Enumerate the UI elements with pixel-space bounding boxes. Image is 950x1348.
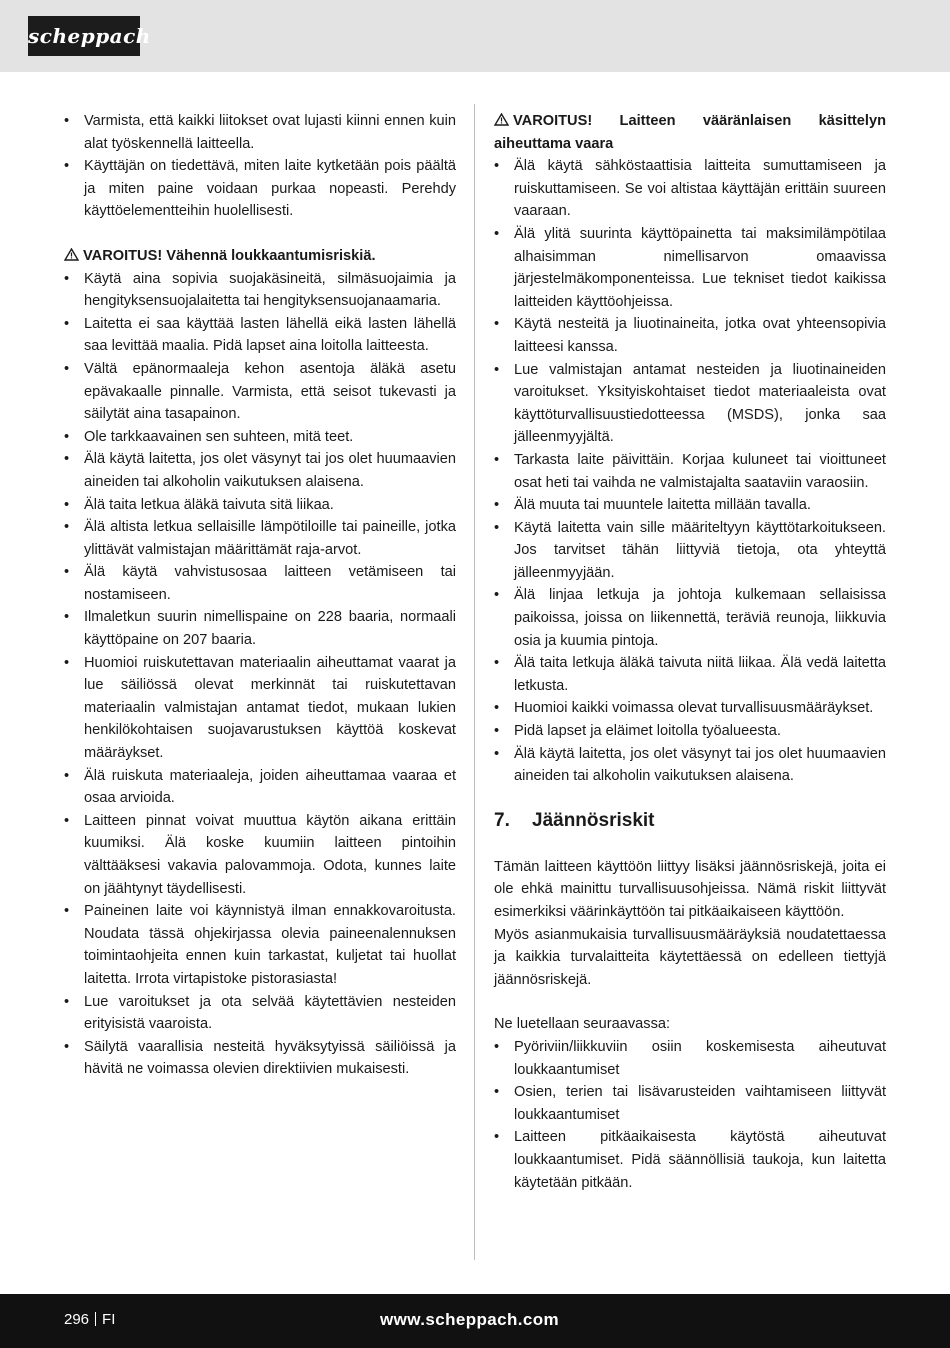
language-code: FI [102,1311,116,1328]
warning-heading-left [64,245,456,268]
list-item: • Älä käytä laitetta, jos olet väsynyt tai jos olet huumaavien aineiden tai alkoholin vaikutuksen alaisena. [64,448,456,493]
list-item: • Vältä epänormaaleja kehon asentoja äläkä asetu epävakaalle pinnalle. Varmista, että seisot tukevasti ja säilytät aina tasapainon. [64,358,456,426]
warning-text: VAROITUS! Laitteen vääränlaisen käsittelyn aiheuttama vaara [494,113,886,152]
list-item: • Älä ylitä suurinta käyttöpainetta tai maksimilämpötilaa alhaisimman nimellisarvon omaavissa järjestelmäkomponenteissa. Lue tekniset tiedot kaikissa laitteiden käyttöohjeissa. [494,223,886,313]
list-intro: Ne luetellaan seuraavassa: [494,1016,671,1033]
residual-risk-list [494,1036,886,1194]
residual-risk-paragraph-2: Myös asianmukaisia turvallisuusmääräyksiä noudatettaessa ja kaikkia turvalaitteita käytettäessä on edelleen tiettyjä jäännösriskejä. [494,926,886,988]
list-item: • Tarkasta laite päivittäin. Korjaa kuluneet tai vioittuneet osat heti tai vaihda ne valmistajalta saataviin varaosiin. [494,449,886,494]
list-item: • Älä käytä vahvistusosaa laitteen vetämiseen tai nostamiseen. [64,561,456,606]
list-item: • Laitteen pitkäaikaisesta käytöstä aiheutuvat loukkaantumiset. Pidä säännöllisiä taukoja, kun laitetta käytetään pitkään. [494,1126,886,1194]
scheppach-logo: scheppach [28,16,140,56]
website-link[interactable]: www.scheppach.com [380,1310,560,1329]
list-item: • Ilmaletkun suurin nimellispaine on 228 baaria, normaali käyttöpaine on 207 baaria. [64,606,456,651]
list-item: • Varmista, että kaikki liitokset ovat lujasti kiinni ennen kuin alat työskennellä laitteella. [64,110,456,155]
list-item: • Pyöriviin/liikkuviin osiin koskemisesta aiheutuvat loukkaantumiset [494,1036,886,1081]
header-bar [0,0,950,72]
list-item: • Älä taita letkua äläkä taivuta sitä liikaa. [64,494,456,517]
warning-text: VAROITUS! Vähennä loukkaantumisriskiä. [83,247,376,264]
section-heading [494,808,886,834]
list-item: • Paineinen laite voi käynnistyä ilman ennakkovaroitusta. Noudata tässä ohjekirjassa olevia paineenalennuksen toimintaohjeita ennen kuin tarkastat, kuljetat tai huollat laitetta. Irrota virtapistoke pistorasiasta! [64,900,456,990]
right-column [494,110,886,1194]
column-divider [474,104,475,1260]
list-item: • Osien, terien tai lisävarusteiden vaihtamiseen liittyvät loukkaantumiset [494,1081,886,1126]
list-item: • Pidä lapset ja eläimet loitolla työalueesta. [494,720,886,743]
residual-risk-paragraph: Tämän laitteen käyttöön liittyy lisäksi jäännösriskejä, joita ei ole ehkä mainittu turvallisuusohjeissa. Nämä riskit liittyvät esimerkiksi väärinkäyttöön tai pitkäaikaiseen käyttöön. [494,858,886,920]
warning-heading-right [494,110,886,155]
list-item: • Käyttäjän on tiedettävä, miten laite kytketään pois päältä ja miten paine voidaan purkaa nopeasti. Perehdy käyttöelementteihin huolellisesti. [64,155,456,223]
page-number-value: 296 [64,1311,90,1328]
list-item: • Säilytä vaarallisia nesteitä hyväksytyissä säiliöissä ja hävitä ne voimassa olevien direktiivien mukaisesti. [64,1036,456,1081]
section-number: 7. [494,809,510,831]
footer-separator [95,1312,96,1326]
warning-triangle-icon [64,248,79,261]
safety-list-b [64,268,456,1081]
list-item: • Huomioi ruiskutettavan materiaalin aiheuttamat vaarat ja lue säiliössä olevat merkinnät tai ruiskutettavan materiaalin valmistajan antamat tiedot, mukaan lukien henkilökohtaisen suojavarustuksen käyttöä koskevat määräykset. [64,652,456,765]
list-item: • Huomioi kaikki voimassa olevat turvallisuusmääräykset. [494,697,886,720]
list-item: • Älä taita letkuja äläkä taivuta niitä liikaa. Älä vedä laitetta letkusta. [494,652,886,697]
page-number [64,1309,115,1331]
list-item: • Älä ruiskuta materiaaleja, joiden aiheuttamaa vaaraa et osaa arvioida. [64,765,456,810]
safety-list-a [64,110,456,223]
list-item: • Älä käytä laitetta, jos olet väsynyt tai jos olet huumaavien aineiden tai alkoholin vaikutuksen alaisena. [494,743,886,788]
list-item: • Älä linjaa letkuja ja johtoja kulkemaan sellaisissa paikoissa, joissa on liikennettä, teräviä reunoja, liikkuvia osia ja kuumia pintoja. [494,584,886,652]
list-item: • Käytä aina sopivia suojakäsineitä, silmäsuojaimia ja hengityksensuojalaitetta tai hengityksensuojanaamaria. [64,268,456,313]
list-item: • Lue valmistajan antamat nesteiden ja liuotinaineiden varoitukset. Yksityiskohtaiset tiedot materiaaleista ovat käyttöturvallisuustiedotteessa (MSDS), jonka saa jälleenmyyjältä. [494,359,886,449]
footer-bar [0,1294,950,1348]
list-item: • Älä muuta tai muuntele laitetta millään tavalla. [494,494,886,517]
list-item: • Ole tarkkaavainen sen suhteen, mitä teet. [64,426,456,449]
left-column [64,110,456,1081]
list-item: • Laitetta ei saa käyttää lasten lähellä eikä lasten lähellä saa levittää maalia. Pidä lapset aina loitolla laitteesta. [64,313,456,358]
section-title: Jäännösriskit [532,809,655,831]
list-item: • Älä altista letkua sellaisille lämpötiloille tai paineille, jotka ylittävät valmistajan määrittämät raja-arvot. [64,516,456,561]
list-item: • Käytä laitetta vain sille määriteltyyn käyttötarkoitukseen. Jos tarvitset tähän liittyviä tietoja, ota yhteyttä jälleenmyyjään. [494,517,886,585]
list-item: • Laitteen pinnat voivat muuttua käytön aikana erittäin kuumiksi. Älä koske kuumiin laitteen pintoihin välttääksesi vakavia palovammoja. Odota, kunnes laite on jäähtynyt täydellisesti. [64,810,456,900]
list-item: • Älä käytä sähköstaattisia laitteita sumuttamiseen ja ruiskuttamiseen. Se voi altistaa käyttäjän erittäin suureen vaaraan. [494,155,886,223]
list-item: • Käytä nesteitä ja liuotinaineita, jotka ovat yhteensopivia laitteesi kanssa. [494,313,886,358]
safety-list-right [494,155,886,788]
warning-triangle-icon [494,113,509,126]
list-item: • Lue varoitukset ja ota selvää käytettävien nesteiden erityisistä vaaroista. [64,991,456,1036]
